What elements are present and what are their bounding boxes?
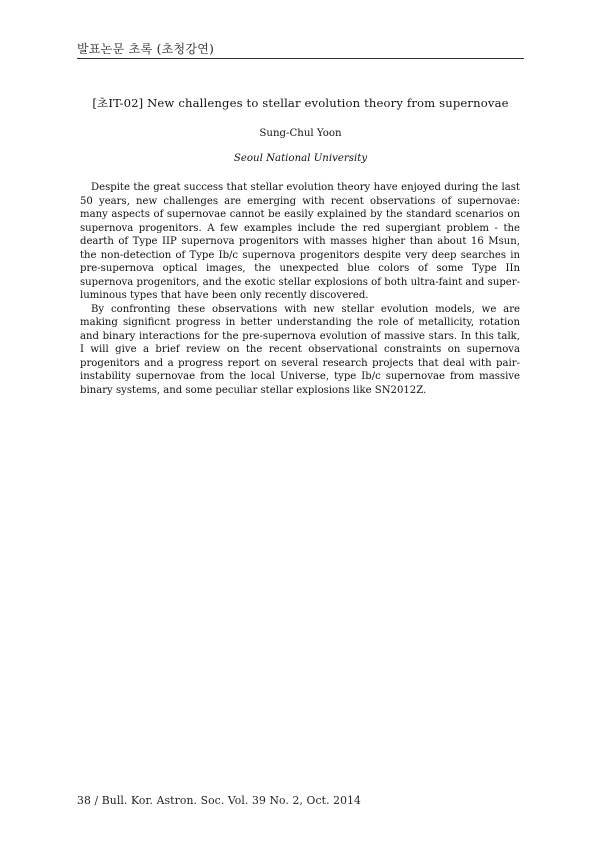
article-title: [초IT-02] New challenges to stellar evolution theory from supernovae [92,96,509,110]
abstract-paragraph-2: By confronting these observations with new stellar evolution models, we are making significnt progress in better understanding the role of metallicity, rotation and binary interactions for the pre-supernova evolution of massive stars. In this talk, I will give a brief review on the recent observational constraints on supernova progenitors and a progress report on several research projects that deal with pair-instability supernovae from the local Universe, type Ib/c supernovae from massive binary systems, and some peculiar stellar explosions like SN2012Z. [80,303,520,396]
running-head: 발표논문 초록 (초청강연) [77,42,215,56]
abstract-paragraph-1: Despite the great success that stellar evolution theory have enjoyed during the last 50 years, new challenges are emerging with recent observations of supernovae: many aspects of supernovae cannot be easily explained by the standard scenarios on supernova progenitors. A few examples include the red supergiant problem - the dearth of Type IIP supernova progenitors with masses higher than about 16 Msun, the non-detection of Type Ib/c supernova progenitors despite very deep searches in pre-supernova optical images, the unexpected blue colors of some Type IIn supernova progenitors, and the exotic stellar explosions of both ultra-faint and super-luminous types that have been only recently discovered. [80,182,520,301]
author-affiliation: Seoul National University [233,153,368,164]
footer-citation: 38 / Bull. Kor. Astron. Soc. Vol. 39 No. 2, Oct. 2014 [77,794,362,807]
author-name: Sung-Chul Yoon [259,128,342,139]
header-rule [77,58,524,59]
abstract-body [80,181,520,397]
